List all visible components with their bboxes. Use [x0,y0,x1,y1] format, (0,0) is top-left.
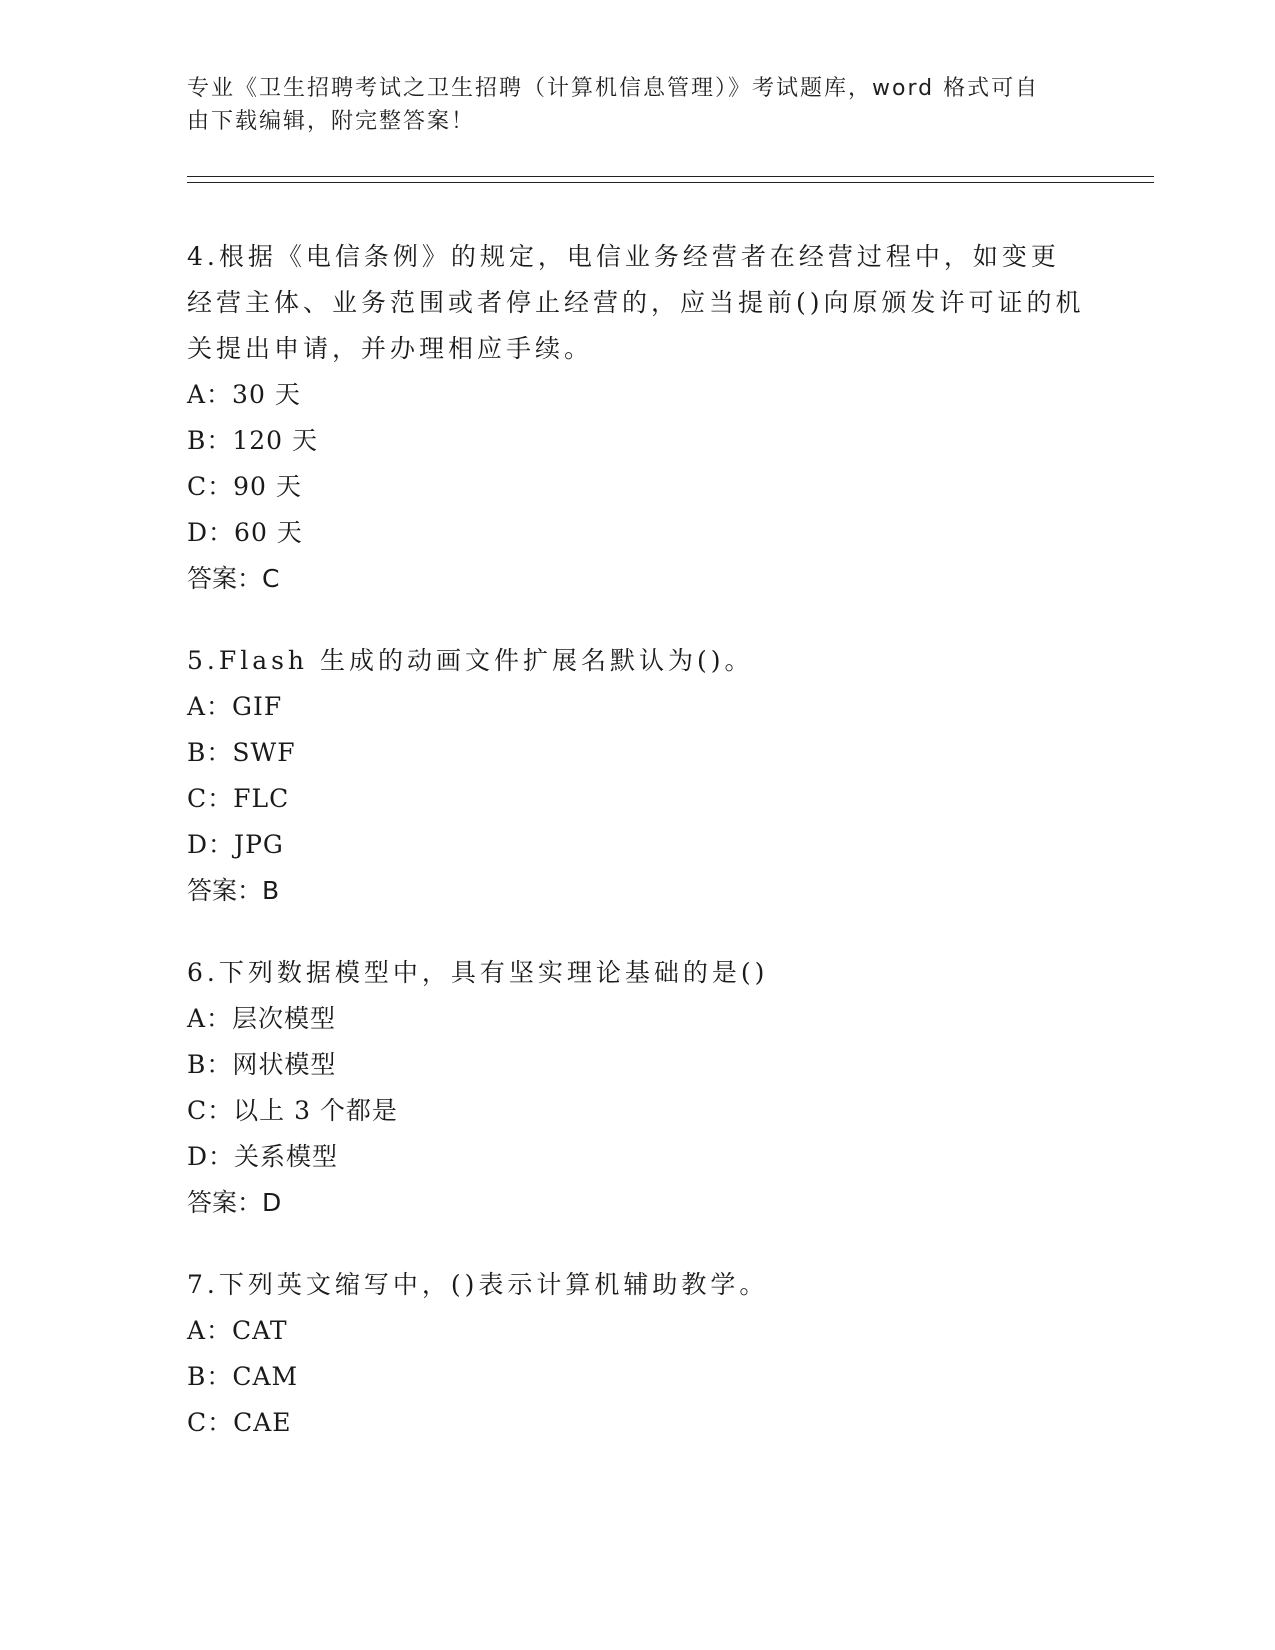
question-6 [187,950,1087,1226]
option-c: C：FLC [187,784,290,813]
header-line-2: 由下载编辑，附完整答案！ [187,109,476,134]
option-d: D：JPG [187,830,284,859]
question-5 [187,638,1087,914]
header-divider [187,176,1154,183]
option-a: A：层次模型 [187,1004,337,1033]
option-d: D：关系模型 [187,1142,339,1171]
answer: 答案：B [187,876,280,905]
question-list [187,234,1087,1482]
option-b: B：网状模型 [187,1050,337,1079]
header-line-1: 专业《卫生招聘考试之卫生招聘（计算机信息管理）》考试题库，word 格式可自 [187,76,1040,101]
question-stem: 4.根据《电信条例》的规定，电信业务经营者在经营过程中，如变更经营主体、业务范围或者停止经营的，应当提前()向原颁发许可证的机关提出申请，并办理相应手续。 [187,242,1085,363]
option-c: C：CAE [187,1408,292,1437]
option-d: D：60 天 [187,518,303,547]
answer: 答案：D [187,1188,282,1217]
option-a: A：CAT [187,1316,288,1345]
question-4 [187,234,1087,602]
option-b: B：120 天 [187,426,319,455]
question-stem: 7.下列英文缩写中，()表示计算机辅助教学。 [187,1270,769,1299]
question-stem: 5.Flash 生成的动画文件扩展名默认为()。 [187,646,754,675]
answer: 答案：C [187,564,280,593]
option-b: B：SWF [187,738,296,767]
option-b: B：CAM [187,1362,299,1391]
option-c: C：90 天 [187,472,302,501]
option-a: A：30 天 [187,380,301,409]
question-stem: 6.下列数据模型中，具有坚实理论基础的是() [187,958,769,987]
option-c: C：以上 3 个都是 [187,1096,398,1125]
question-7 [187,1262,1087,1446]
document-header [187,72,1077,138]
option-a: A：GIF [187,692,283,721]
